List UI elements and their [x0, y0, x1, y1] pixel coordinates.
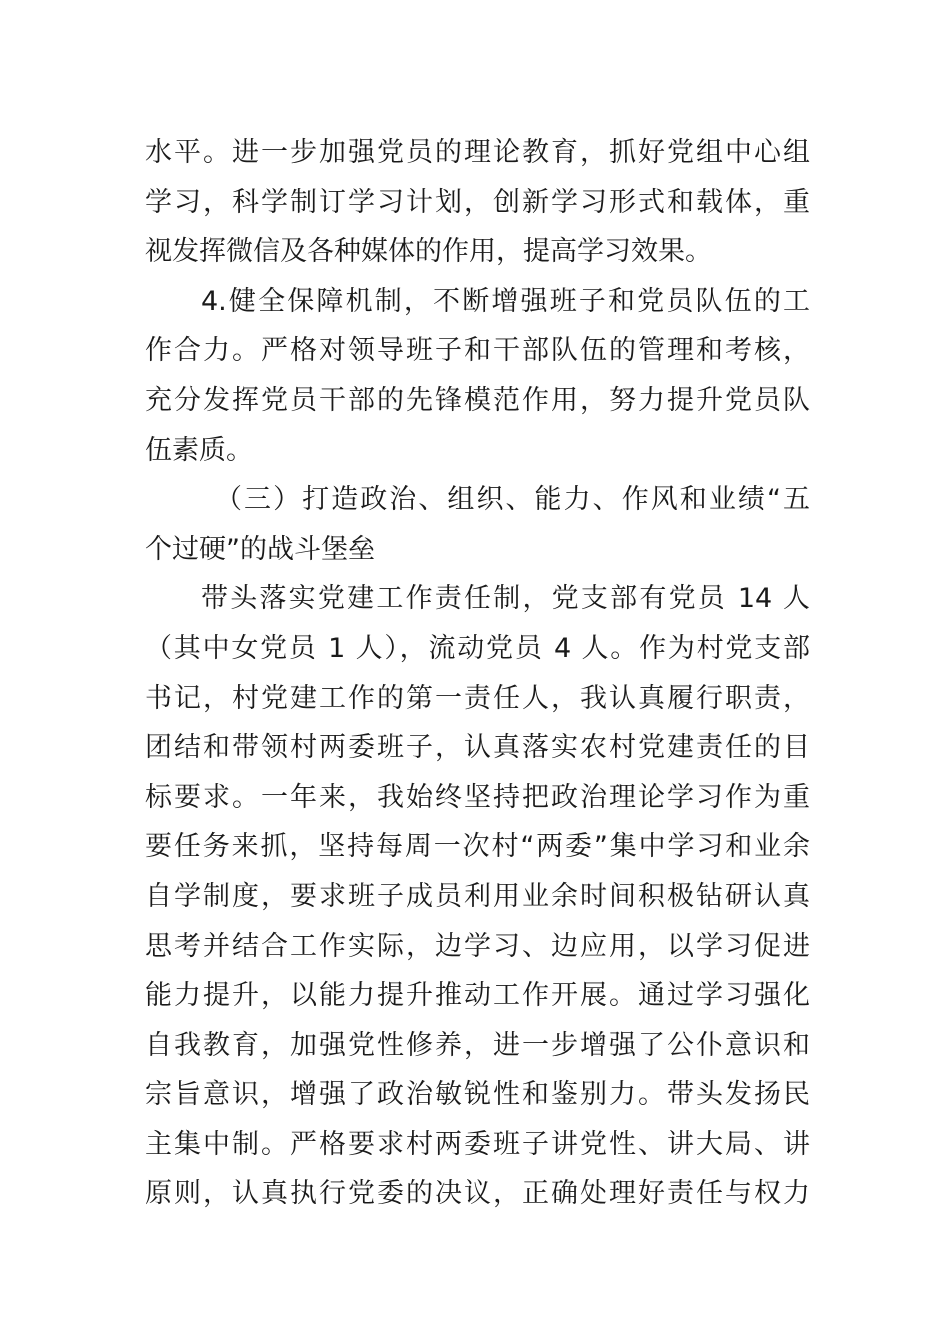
document-body [145, 128, 810, 1219]
text-line: 主集中制。严格要求村两委班子讲党性、讲大局、讲 [145, 1128, 810, 1160]
text-line: 自我教育，加强党性修养，进一步增强了公仆意识和 [145, 1029, 810, 1061]
text-line: 自学制度，要求班子成员利用业余时间积极钻研认真 [145, 880, 810, 912]
text-line: 视发挥微信及各种媒体的作用，提高学习效果。 [145, 236, 712, 268]
text-line: 作合力。严格对领导班子和干部队伍的管理和考核， [145, 335, 810, 367]
text-line: 4.健全保障机制，不断增强班子和党员队伍的工 [201, 285, 810, 317]
text-line: 学习，科学制订学习计划，创新学习形式和载体，重 [145, 186, 810, 218]
text-line: （三）打造政治、组织、能力、作风和业绩“五 [215, 484, 810, 516]
text-line: 要任务来抓，坚持每周一次村“两委”集中学习和业余 [145, 831, 810, 863]
text-line: 伍素质。 [145, 434, 253, 466]
text-line: 宗旨意识，增强了政治敏锐性和鉴别力。带头发扬民 [145, 1079, 810, 1111]
text-line: 充分发挥党员干部的先锋模范作用，努力提升党员队 [145, 384, 810, 416]
text-line: （其中女党员 1 人），流动党员 4 人。作为村党支部 [145, 632, 810, 664]
text-line: 带头落实党建工作责任制，党支部有党员 14 人 [201, 583, 810, 615]
text-line: 团结和带领村两委班子，认真落实农村党建责任的目 [145, 732, 810, 764]
text-line: 原则，认真执行党委的决议，正确处理好责任与权力 [145, 1178, 810, 1210]
text-line: 思考并结合工作实际，边学习、边应用，以学习促进 [145, 930, 810, 962]
text-line: 书记，村党建工作的第一责任人，我认真履行职责， [145, 682, 810, 714]
text-line: 标要求。一年来，我始终坚持把政治理论学习作为重 [145, 781, 810, 813]
text-line: 个过硬”的战斗堡垒 [145, 533, 375, 565]
text-line: 水平。进一步加强党员的理论教育，抓好党组中心组 [145, 137, 810, 168]
text-line: 能力提升，以能力提升推动工作开展。通过学习强化 [145, 980, 810, 1012]
